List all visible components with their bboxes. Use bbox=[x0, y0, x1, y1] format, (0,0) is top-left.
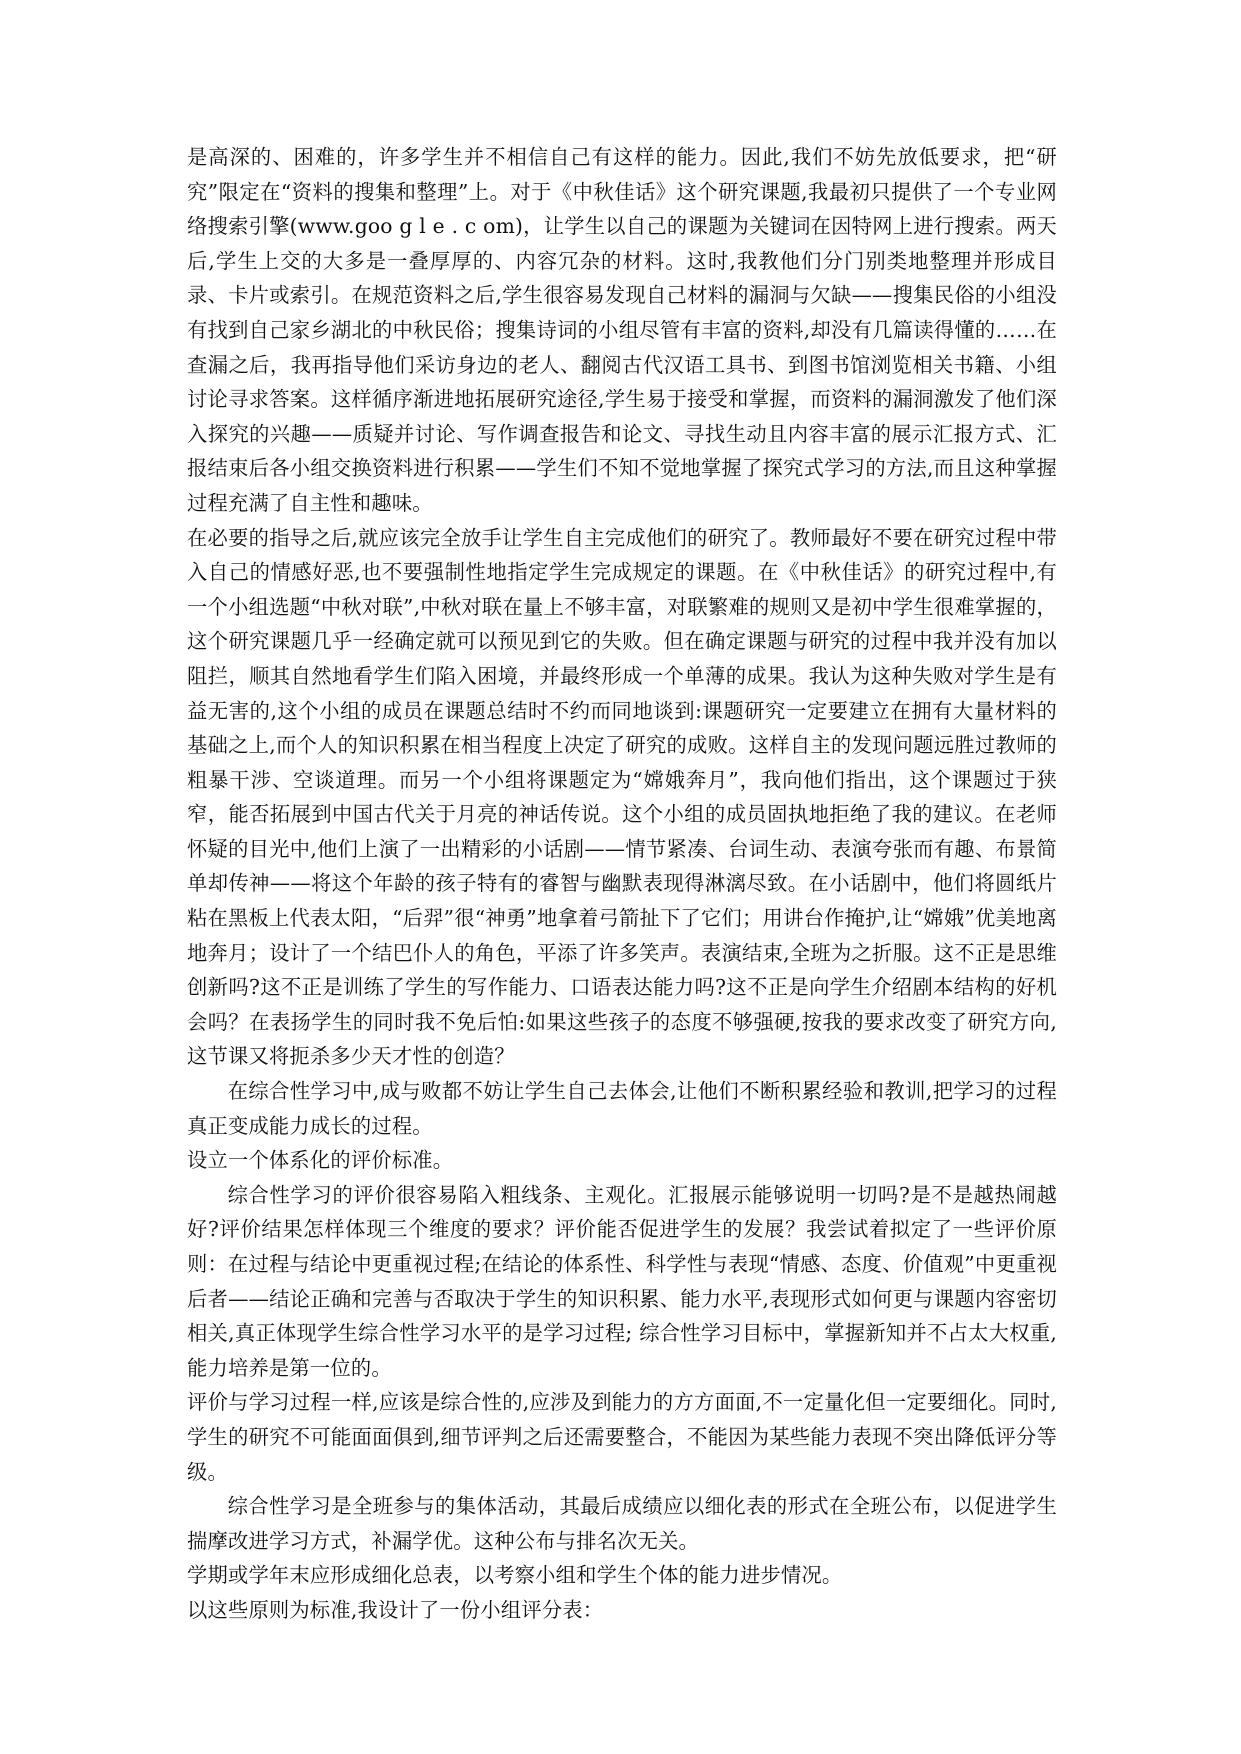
paragraph-8: 学期或学年末应形成细化总表，以考察小组和学生个体的能力进步情况。 bbox=[187, 1563, 843, 1588]
paragraph-3: 在综合性学习中,成与败都不妨让学生自己去体会,让他们不断积累经验和教训,把学习的过程真正变成能力成长的过程。 bbox=[187, 1079, 1057, 1138]
paragraph-2: 在必要的指导之后,就应该完全放手让学生自主完成他们的研究了。教师最好不要在研究过程中带入自己的情感好恶,也不要强制性地指定学生完成规定的课题。在《中秋佳话》的研究过程中,有一个小组选题“中秋对联”,中秋对联在量上不够丰富，对联繁难的规则又是初中学生很难掌握的，这个研究课题几乎一经确定就可以预见到它的失败。但在确定课题与研究的过程中我并没有加以阻拦，顺其自然地看学生们陷入困境，并最终形成一个单薄的成果。我认为这种失败对学生是有益无害的,这个小组的成员在课题总结时不约而同地谈到:课题研究一定要建立在拥有大量材料的基础之上,而个人的知识积累在相当程度上决定了研究的成败。这样自主的发现问题远胜过教师的粗暴干涉、空谈道理。而另一个小组将课题定为“嫦娥奔月”，我向他们指出，这个课题过于狭窄，能否拓展到中国古代关于月亮的神话传说。这个小组的成员固执地拒绝了我的建议。在老师怀疑的目光中,他们上演了一出精彩的小话剧——情节紧凑、台词生动、表演夸张而有趣、布景简单却传神——将这个年龄的孩子特有的睿智与幽默表现得淋漓尽致。在小话剧中，他们将圆纸片粘在黑板上代表太阳，“后羿”很“神勇”地拿着弓箭扯下了它们；用讲台作掩护,让“嫦娥”优美地离地奔月；设计了一个结巴仆人的角色，平添了许多笑声。表演结束,全班为之折服。这不正是思维创新吗?这不正是训练了学生的写作能力、口语表达能力吗?这不正是向学生介绍剧本结构的好机会吗？在表扬学生的同时我不免后怕:如果这些孩子的态度不够强硬,按我的要求改变了研究方向,这节课又将扼杀多少天才性的创造？ bbox=[187, 525, 1057, 1069]
paragraph-9: 以这些原则为标准,我设计了一份小组评分表： bbox=[187, 1597, 604, 1622]
paragraph-6: 评价与学习过程一样,应该是综合性的,应涉及到能力的方方面面,不一定量化但一定要细化。同时,学生的研究不可能面面俱到,细节评判之后还需要整合，不能因为某些能力表现不突出降低评分等级。 bbox=[187, 1390, 1057, 1484]
paragraph-5: 综合性学习的评价很容易陷入粗线条、主观化。汇报展示能够说明一切吗?是不是越热闹越好?评价结果怎样体现三个维度的要求？评价能否促进学生的发展？我尝试着拟定了一些评价原则：在过程与结论中更重视过程;在结论的体系性、科学性与表现“情感、态度、价值观”中更重视后者——结论正确和完善与否取决于学生的知识积累、能力水平,表现形式如何更与课题内容密切相关,真正体现学生综合性学习水平的是学习过程; 综合性学习目标中，掌握新知并不占太大权重,能力培养是第一位的。 bbox=[187, 1182, 1057, 1380]
document-page bbox=[187, 140, 1057, 1700]
paragraph-1: 是高深的、困难的，许多学生并不相信自己有这样的能力。因此,我们不妨先放低要求，把“研究”限定在“资料的搜集和整理”上。对于《中秋佳话》这个研究课题,我最初只提供了一个专业网络搜索引擎(www.goo g l e . c om)，让学生以自己的课题为关键词在因特网上进行搜索。两天后,学生上交的大多是一叠厚厚的、内容冗杂的材料。这时,我教他们分门别类地整理并形成目录、卡片或索引。在规范资料之后,学生很容易发现自己材料的漏洞与欠缺——搜集民俗的小组没有找到自己家乡湖北的中秋民俗；搜集诗词的小组尽管有丰富的资料,却没有几篇读得懂的……在查漏之后，我再指导他们采访身边的老人、翻阅古代汉语工具书、到图书馆浏览相关书籍、小组讨论寻求答案。这样循序渐进地拓展研究途径,学生易于接受和掌握，而资料的漏洞激发了他们深入探究的兴趣——质疑并讨论、写作调查报告和论文、寻找生动且内容丰富的展示汇报方式、汇报结束后各小组交换资料进行积累——学生们不知不觉地掌握了探究式学习的方法,而且这种掌握过程充满了自主性和趣味。 bbox=[187, 145, 1057, 515]
paragraph-7: 综合性学习是全班参与的集体活动，其最后成绩应以细化表的形式在全班公布，以促进学生揣摩改进学习方式，补漏学优。这种公布与排名次无关。 bbox=[187, 1494, 1057, 1553]
section-heading-evaluation: 设立一个体系化的评价标准。 bbox=[187, 1148, 454, 1173]
